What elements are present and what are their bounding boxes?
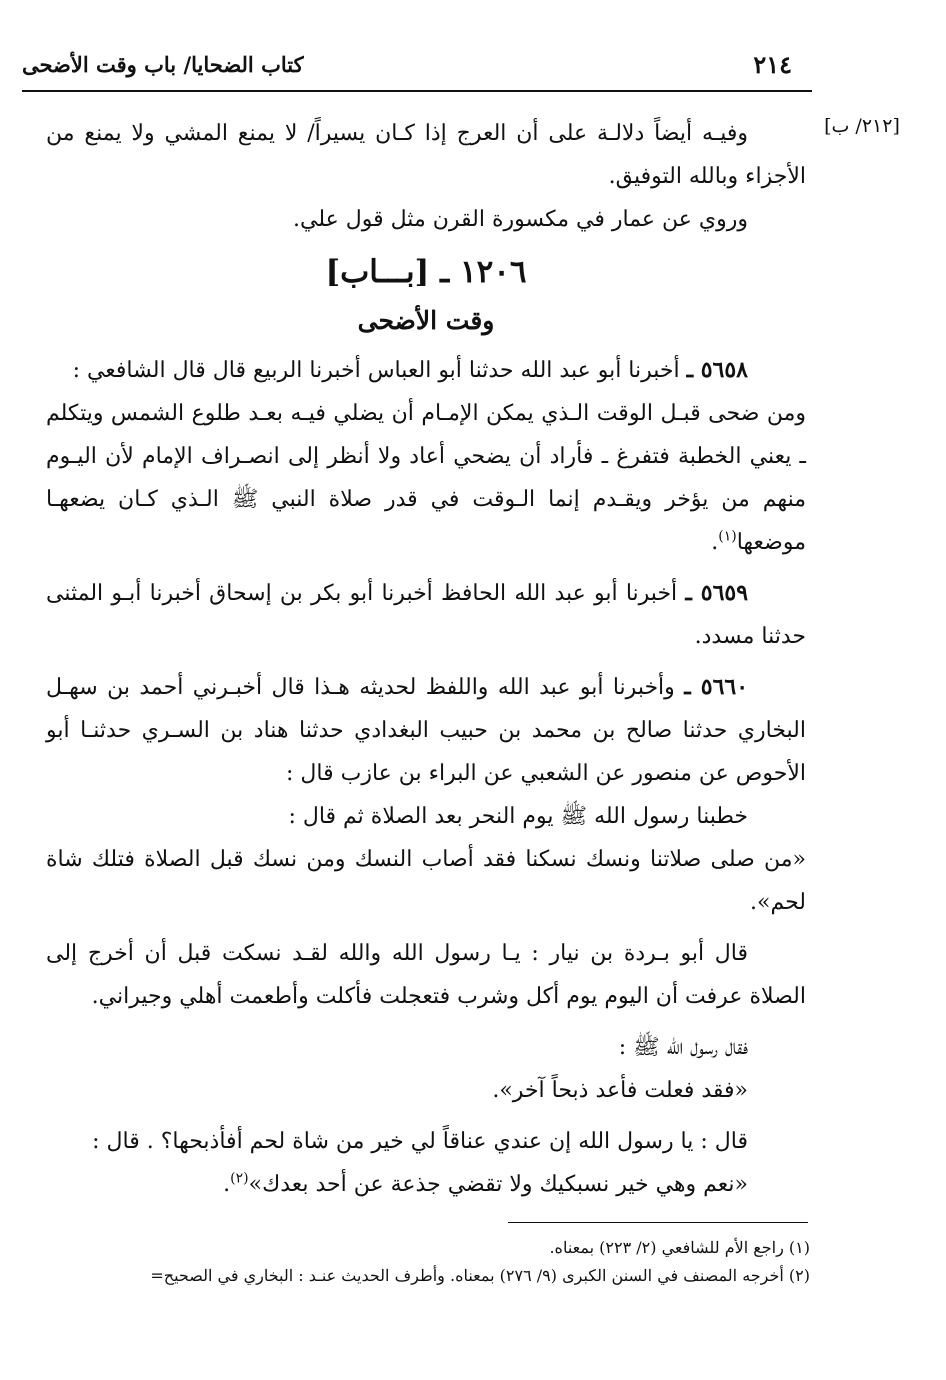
- running-header: [22, 40, 812, 92]
- chapter-subtitle: وقت الأضحى: [357, 306, 495, 335]
- punctuation: .: [223, 1172, 231, 1197]
- footnote-2: (٢) أخرجه المصنف في السنن الكبرى (٩/ ٢٧٦) بمعناه. وأطرف الحديث عنـد : البخاري في الصحيح=: [150, 1266, 810, 1285]
- prophet-quote: «فقد فعلت فأعد ذبحاً آخر».: [492, 1078, 748, 1103]
- prophet-reply-intro: فقال رسول الله ﷺ :: [618, 1035, 748, 1060]
- footnote-1: (١) راجع الأم للشافعي (٢/ ٢٢٣) بمعناه.: [549, 1238, 810, 1257]
- footnote-marker: (١): [718, 528, 737, 545]
- hadith-text: أخبرنا أبو عبد الله الحافظ أخبرنا أبو بكر بن إسحاق أخبرنا أبـو المثنى حدثنا مسدد.: [46, 581, 806, 649]
- paragraph-ammar-report: وروي عن عمار في مكسورة القرن مثل قول علي.: [293, 207, 748, 232]
- sermon-intro: خطبنا رسول الله ﷺ يوم النحر بعد الصلاة ثم قال :: [288, 804, 748, 829]
- abu-burda-question: قال : يا رسول الله إن عندي عناقاً لي خير من شاة لحم أفأذبحها؟ . قال :: [92, 1129, 748, 1154]
- hadith-5658-text: [46, 392, 806, 564]
- hadith-5659: [46, 572, 806, 658]
- hadith-number: ٥٦٥٩ ـ: [685, 580, 749, 606]
- paragraph-limp-ruling: وفيـه أيضاً دلالـة على أن العرج إذا كـان يسيراً/ لا يمنع المشي ولا يمنع من الأجزاء وبالله التوفيق.: [46, 121, 806, 189]
- chapter-heading: ١٢٠٦ ـ [بـــاب]: [325, 254, 527, 290]
- hadith-text: ومن ضحى قبـل الوقت الـذي يمكن الإمـام أن يضلي فيـه بعـد طلوع الشمس ويتكلم ـ يعني الخطبة فتفرغ ـ فأراد أن يضحي أعاد ولا أنظر إلى انصـراف الإمام لأن اليـوم منهم من يؤخر ويقـدم إنما الـوقت في قدر صلاة النبي ﷺ الـذي كـان يضعهـا موضعها: [46, 401, 806, 555]
- hadith-5660-isnad: [46, 666, 806, 795]
- manuscript-folio-reference: [٢١٢/ ب]: [824, 115, 900, 137]
- hadith-5658-isnad: [46, 349, 806, 392]
- prophet-quote: «نعم وهي خير نسبكيك ولا تقضي جذعة عن أحد بعدك»: [248, 1172, 748, 1197]
- header-title: كتاب الضحايا/ باب وقت الأضحى: [22, 52, 304, 77]
- prophet-quote-final: [46, 1163, 806, 1206]
- footnote-marker: (٢): [230, 1170, 249, 1187]
- hadith-number: ٥٦٥٨ ـ: [686, 357, 748, 383]
- abu-burda-statement: قال أبو بـردة بن نيار : يـا رسول الله والله لقـد نسكت قبل أن أخرج إلى الصلاة عرفت أن اليوم يوم أكل وشرب فتعجلت فأكلت وأطعمت أهلي وجيراني.: [46, 941, 806, 1009]
- prophet-quote: «من صلى صلاتنا ونسك نسكنا فقد أصاب النسك ومن نسك قبل الصلاة فتلك شاة لحم».: [46, 847, 806, 915]
- hadith-text: أخبرنا أبو عبد الله حدثنا أبو العباس أخبرنا الربيع قال قال الشافعي :: [72, 358, 680, 383]
- main-text: [46, 112, 806, 1206]
- hadith-number: ٥٦٦٠ ـ: [684, 674, 749, 700]
- footnotes: [30, 1234, 810, 1290]
- hadith-text: وأخبرنا أبو عبد الله واللفظ لحديثه هـذا قال أخبـرني أحمد بن سهـل البخاري حدثنا صالح بن محمد بن حبيب البغدادي حدثنا هناد بن السـري حدثنـا أبو الأحوص عن منصور عن الشعبي عن البراء بن عازب قال :: [46, 675, 806, 786]
- page-number: ٢١٤: [753, 50, 792, 79]
- footnote-divider: [508, 1222, 808, 1223]
- punctuation: .: [711, 530, 719, 555]
